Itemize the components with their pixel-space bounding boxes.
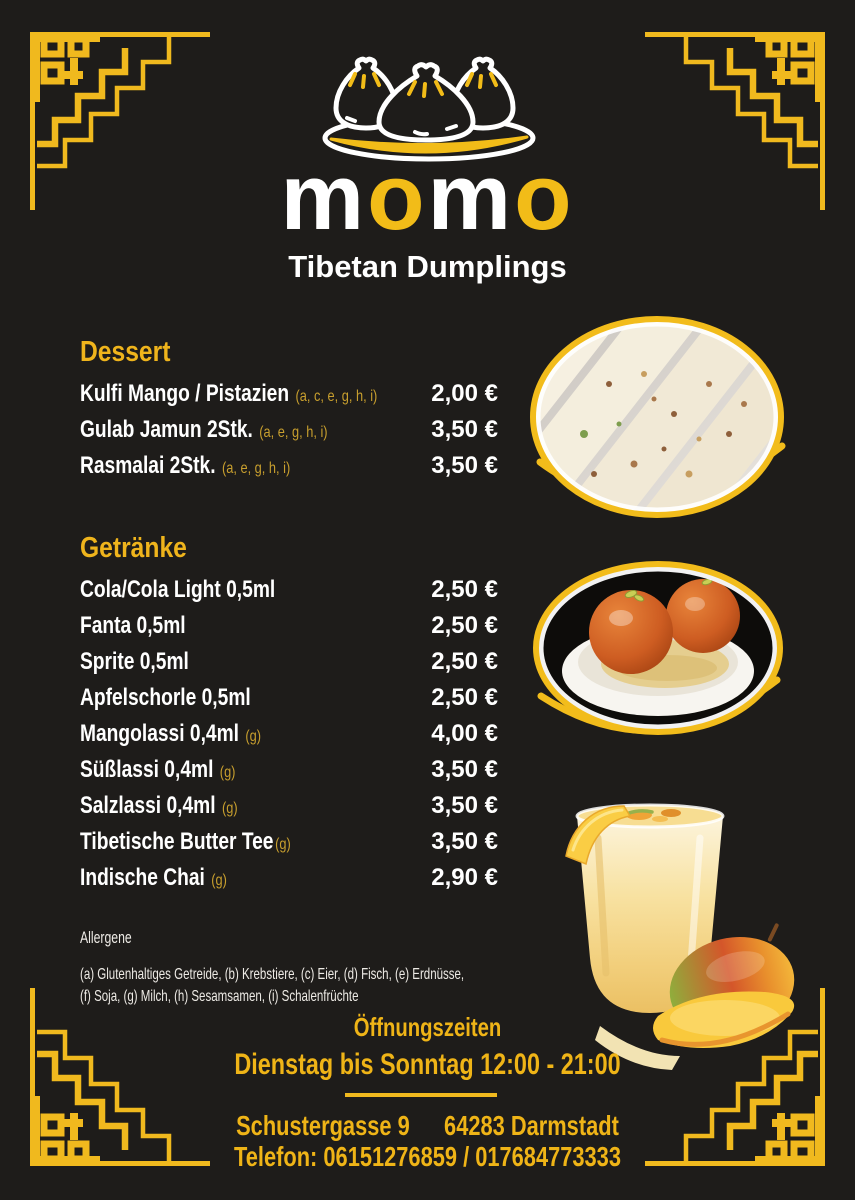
dessert-heading: Dessert	[80, 336, 171, 368]
gulab-jamun-image	[527, 558, 789, 756]
item-price: 3,50 €	[431, 416, 498, 443]
item-name: Fanta 0,5ml	[80, 612, 186, 639]
item-price: 3,50 €	[431, 452, 498, 479]
item-name: Sprite 0,5ml	[80, 648, 189, 675]
item-name: Cola/Cola Light 0,5ml	[80, 576, 276, 603]
item-allergens: (a, e, g, h, i)	[221, 460, 291, 477]
address-line	[94, 1110, 761, 1142]
drinks-heading: Getränke	[80, 532, 187, 564]
item-name: Kulfi Mango / Pistazien	[80, 380, 290, 407]
item-name: Mangolassi 0,4ml	[80, 720, 239, 747]
menu-item-row	[80, 680, 498, 716]
footer-divider	[345, 1093, 497, 1097]
phone-line: Telefon: 06151276859 / 017684773333	[234, 1141, 621, 1172]
menu-item-row	[80, 376, 498, 412]
item-allergens: (g)	[221, 800, 238, 817]
brand-subtitle: Tibetan Dumplings	[288, 249, 567, 284]
menu-item-row	[80, 572, 498, 608]
address-city: 64283 Darmstadt	[444, 1110, 619, 1141]
menu-item-row	[80, 824, 498, 860]
allergy-line: (a) Glutenhaltiges Getreide, (b) Krebstiere, (c) Eier, (d) Fisch, (e) Erdnüsse,	[80, 966, 465, 983]
item-name: Rasmalai 2Stk.	[80, 452, 216, 479]
menu-item-row	[80, 788, 498, 824]
item-price: 3,50 €	[431, 828, 498, 855]
item-price: 2,50 €	[431, 684, 498, 711]
brand-letter: m	[427, 144, 515, 249]
opening-hours-title: Öffnungszeiten	[353, 1012, 502, 1042]
item-name: Gulab Jamun 2Stk.	[80, 416, 253, 443]
item-name: Süßlassi 0,4ml	[80, 756, 214, 783]
dessert-section	[80, 335, 498, 484]
address-street: Schustergasse 9	[236, 1110, 410, 1141]
menu-item-row	[80, 448, 498, 484]
allergy-info	[80, 928, 541, 1007]
item-allergens: (a, e, g, h, i)	[259, 424, 328, 441]
item-price: 2,00 €	[431, 380, 498, 407]
item-price: 2,50 €	[431, 648, 498, 675]
menu-item-row	[80, 412, 498, 448]
brand-wordmark	[0, 144, 855, 249]
menu-item-row	[80, 860, 498, 896]
item-price: 3,50 €	[431, 756, 498, 783]
item-allergens: (a, c, e, g, h, i)	[295, 388, 378, 405]
item-name: Tibetische Butter Tee	[80, 828, 274, 855]
item-allergens: (g)	[245, 728, 262, 745]
menu-item-row	[80, 752, 498, 788]
item-price: 2,50 €	[431, 576, 498, 603]
menu-item-row	[80, 608, 498, 644]
item-allergens: (g)	[275, 836, 291, 853]
item-allergens: (g)	[219, 764, 236, 781]
item-price: 2,90 €	[431, 864, 498, 891]
menu-item-row	[80, 644, 498, 680]
item-name: Salzlassi 0,4ml	[80, 792, 216, 819]
allergy-title: Allergene	[80, 928, 132, 947]
drinks-section	[80, 531, 498, 896]
brand-letter: m	[280, 144, 368, 249]
item-price: 2,50 €	[431, 612, 498, 639]
item-name: Indische Chai	[80, 864, 205, 891]
item-price: 4,00 €	[431, 720, 498, 747]
allergy-line: (f) Soja, (g) Milch, (h) Sesamsamen, (i) Schalenfrüchte	[80, 987, 359, 1005]
brand-letter: o	[514, 144, 575, 249]
opening-hours: Dienstag bis Sonntag 12:00 - 21:00	[234, 1048, 621, 1081]
brand-letter: o	[367, 144, 428, 249]
item-allergens: (g)	[211, 872, 227, 889]
item-price: 3,50 €	[431, 792, 498, 819]
item-name: Apfelschorle 0,5ml	[80, 684, 251, 711]
kulfi-image	[524, 314, 792, 540]
menu-item-row	[80, 716, 498, 752]
